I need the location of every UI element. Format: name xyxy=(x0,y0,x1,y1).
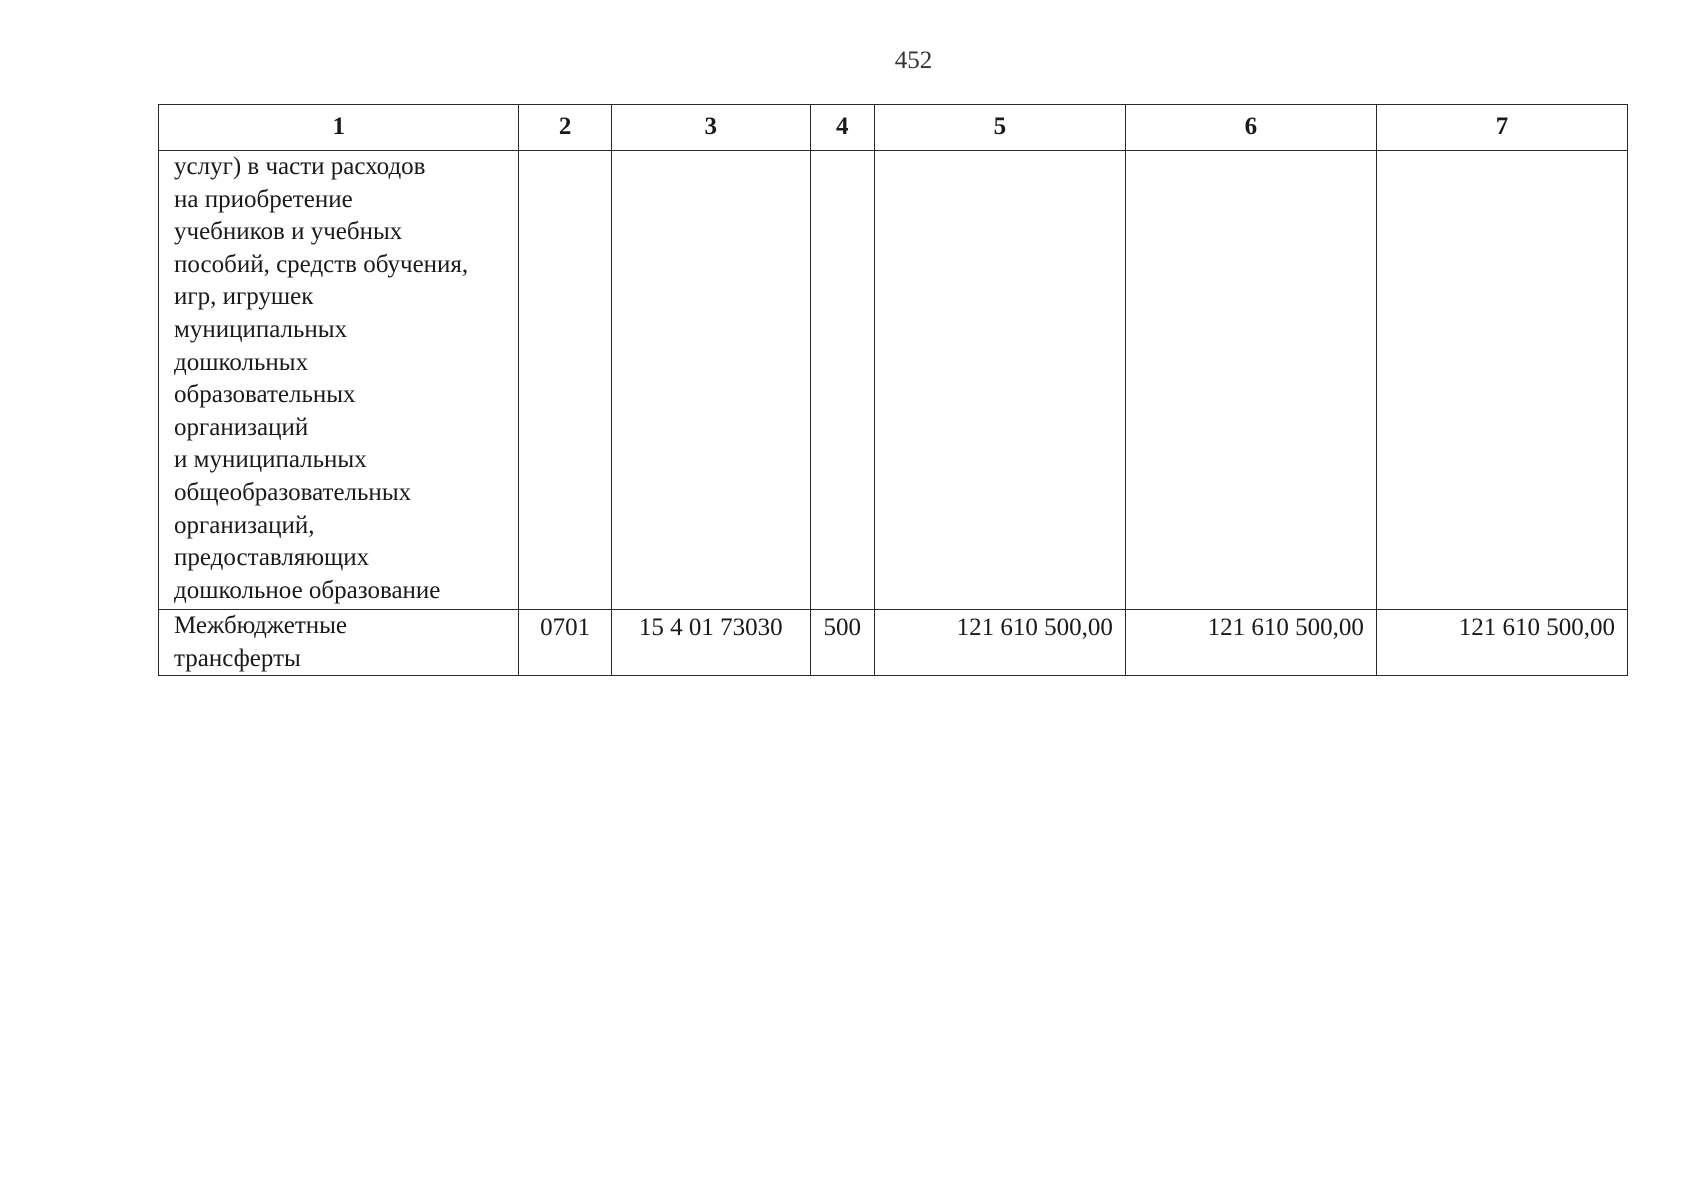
description-line: дошкольных xyxy=(174,348,309,376)
header-row xyxy=(159,105,1628,151)
amount-year-3: 121 610 500,00 xyxy=(1376,610,1627,676)
amount-year-2: 121 610 500,00 xyxy=(1125,610,1376,676)
empty-cell xyxy=(611,151,810,610)
target-article-code: 15 4 01 73030 xyxy=(611,610,810,676)
description-line: и муниципальных xyxy=(174,446,367,474)
header-col-7: 7 xyxy=(1376,105,1627,151)
header-col-1: 1 xyxy=(159,105,519,151)
description-line: Межбюджетные xyxy=(174,612,348,639)
description-line: образовательных xyxy=(174,381,356,409)
header-col-6: 6 xyxy=(1125,105,1376,151)
section-code: 0701 xyxy=(519,610,611,676)
description-line: пособий, средств обучения, xyxy=(174,250,469,278)
empty-cell xyxy=(1125,151,1376,610)
empty-cell xyxy=(874,151,1125,610)
description-line: учебников и учебных xyxy=(174,218,403,246)
continuation-description xyxy=(159,151,519,610)
empty-cell xyxy=(519,151,611,610)
header-col-2: 2 xyxy=(519,105,611,151)
description-line: предоставляющих xyxy=(174,544,370,572)
description-line: муниципальных xyxy=(174,315,348,343)
header-col-5: 5 xyxy=(874,105,1125,151)
header-col-4: 4 xyxy=(810,105,874,151)
description-line: дошкольное образование xyxy=(174,576,441,604)
table-row xyxy=(159,610,1628,676)
description-line: организаций, xyxy=(174,511,315,539)
description-line: на приобретение xyxy=(174,185,353,213)
amount-year-1: 121 610 500,00 xyxy=(874,610,1125,676)
description-line: услуг) в части расходов xyxy=(174,153,426,180)
empty-cell xyxy=(1376,151,1627,610)
header-col-3: 3 xyxy=(611,105,810,151)
description-line: организаций xyxy=(174,413,309,441)
row-description xyxy=(159,610,519,676)
description-line: игр, игрушек xyxy=(174,283,314,311)
empty-cell xyxy=(810,151,874,610)
expense-type-code: 500 xyxy=(810,610,874,676)
budget-table xyxy=(158,104,1628,676)
description-line: трансферты xyxy=(174,644,301,672)
page-number: 452 xyxy=(894,47,933,74)
table-row-continuation xyxy=(159,151,1628,610)
description-line: общеобразовательных xyxy=(174,478,412,506)
